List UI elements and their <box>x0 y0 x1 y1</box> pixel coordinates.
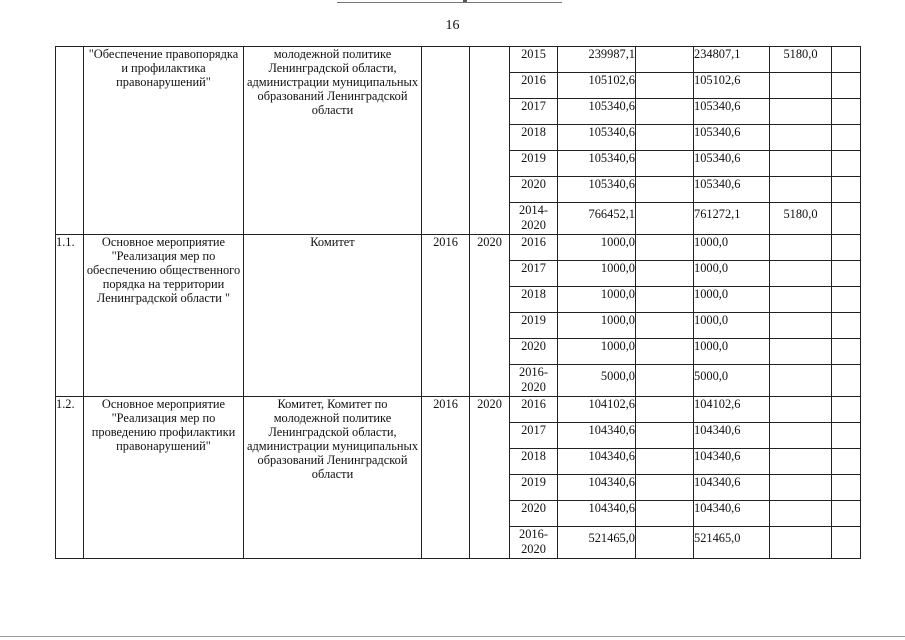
fiscal-year: 2019 <box>510 313 558 339</box>
other-amount <box>832 177 861 203</box>
table-row <box>56 397 861 423</box>
item-name: "Обеспечение правопорядка и профилактика правонарушений" <box>84 47 244 235</box>
total-amount: 104340,6 <box>558 423 636 449</box>
item-number: 1.1. <box>56 235 84 397</box>
fiscal-year: 2020 <box>510 339 558 365</box>
other-amount <box>832 261 861 287</box>
end-year: 2020 <box>470 235 510 397</box>
start-year: 2016 <box>422 397 470 559</box>
item-number <box>56 47 84 235</box>
local-amount <box>770 235 832 261</box>
federal-amount <box>636 527 694 559</box>
total-amount: 104340,6 <box>558 449 636 475</box>
total-amount: 104102,6 <box>558 397 636 423</box>
page-number: 16 <box>445 18 460 33</box>
total-amount: 105340,6 <box>558 99 636 125</box>
other-amount <box>832 99 861 125</box>
local-amount <box>770 177 832 203</box>
total-amount: 1000,0 <box>558 287 636 313</box>
federal-amount <box>636 339 694 365</box>
table-row <box>56 47 861 73</box>
funding-table <box>55 46 861 559</box>
other-amount <box>832 339 861 365</box>
regional-amount: 105340,6 <box>694 151 770 177</box>
federal-amount <box>636 287 694 313</box>
federal-amount <box>636 151 694 177</box>
fiscal-year: 2017 <box>510 261 558 287</box>
item-executor: Комитет <box>244 235 422 397</box>
local-amount: 5180,0 <box>770 203 832 235</box>
scan-bottom-edge <box>0 636 905 637</box>
fiscal-year: 2017 <box>510 423 558 449</box>
local-amount <box>770 125 832 151</box>
federal-amount <box>636 125 694 151</box>
other-amount <box>832 151 861 177</box>
total-amount: 105340,6 <box>558 125 636 151</box>
item-name: Основное мероприятие "Реализация мер по обеспечению общественного порядка на территории Ленинградской области " <box>84 235 244 397</box>
local-amount <box>770 287 832 313</box>
federal-amount <box>636 203 694 235</box>
regional-amount: 105340,6 <box>694 99 770 125</box>
local-amount <box>770 99 832 125</box>
local-amount <box>770 151 832 177</box>
federal-amount <box>636 313 694 339</box>
regional-amount: 104102,6 <box>694 397 770 423</box>
federal-amount <box>636 475 694 501</box>
fiscal-year: 2018 <box>510 287 558 313</box>
regional-amount: 1000,0 <box>694 339 770 365</box>
fiscal-year-range: 2016-​2020 <box>519 365 548 394</box>
total-amount: 5000,0 <box>558 365 636 397</box>
regional-amount: 104340,6 <box>694 475 770 501</box>
other-amount <box>832 125 861 151</box>
federal-amount <box>636 365 694 397</box>
other-amount <box>832 449 861 475</box>
fiscal-year <box>510 527 558 559</box>
fiscal-year-range: 2016-​2020 <box>519 527 548 556</box>
regional-amount: 105340,6 <box>694 177 770 203</box>
fiscal-year: 2018 <box>510 125 558 151</box>
other-amount <box>832 527 861 559</box>
regional-amount: 105340,6 <box>694 125 770 151</box>
fiscal-year-range: 2014-​2020 <box>519 203 548 232</box>
other-amount <box>832 475 861 501</box>
federal-amount <box>636 99 694 125</box>
start-year <box>422 47 470 235</box>
scan-mark <box>463 0 467 2</box>
end-year <box>470 47 510 235</box>
fiscal-year: 2017 <box>510 99 558 125</box>
local-amount <box>770 73 832 99</box>
local-amount <box>770 475 832 501</box>
local-amount <box>770 313 832 339</box>
total-amount: 1000,0 <box>558 313 636 339</box>
other-amount <box>832 313 861 339</box>
regional-amount: 105102,6 <box>694 73 770 99</box>
regional-amount: 104340,6 <box>694 423 770 449</box>
local-amount <box>770 527 832 559</box>
fiscal-year: 2015 <box>510 47 558 73</box>
other-amount <box>832 397 861 423</box>
local-amount <box>770 423 832 449</box>
total-amount: 105102,6 <box>558 73 636 99</box>
fiscal-year <box>510 203 558 235</box>
regional-amount: 1000,0 <box>694 287 770 313</box>
fiscal-year <box>510 365 558 397</box>
total-amount: 239987,1 <box>558 47 636 73</box>
fiscal-year: 2016 <box>510 73 558 99</box>
federal-amount <box>636 73 694 99</box>
total-amount: 1000,0 <box>558 235 636 261</box>
total-amount: 105340,6 <box>558 177 636 203</box>
local-amount <box>770 365 832 397</box>
other-amount <box>832 423 861 449</box>
fiscal-year: 2019 <box>510 151 558 177</box>
local-amount: 5180,0 <box>770 47 832 73</box>
federal-amount <box>636 501 694 527</box>
local-amount <box>770 501 832 527</box>
federal-amount <box>636 261 694 287</box>
other-amount <box>832 47 861 73</box>
other-amount <box>832 73 861 99</box>
fiscal-year: 2020 <box>510 501 558 527</box>
other-amount <box>832 235 861 261</box>
total-amount: 1000,0 <box>558 261 636 287</box>
other-amount <box>832 203 861 235</box>
federal-amount <box>636 449 694 475</box>
total-amount: 1000,0 <box>558 339 636 365</box>
other-amount <box>832 365 861 397</box>
local-amount <box>770 339 832 365</box>
regional-amount: 1000,0 <box>694 235 770 261</box>
end-year: 2020 <box>470 397 510 559</box>
regional-amount: 104340,6 <box>694 501 770 527</box>
fiscal-year: 2019 <box>510 475 558 501</box>
total-amount: 105340,6 <box>558 151 636 177</box>
regional-amount: 1000,0 <box>694 261 770 287</box>
regional-amount: 761272,1 <box>694 203 770 235</box>
scan-top-edge <box>337 2 562 3</box>
regional-amount: 104340,6 <box>694 449 770 475</box>
regional-amount: 521465,0 <box>694 527 770 559</box>
table-row <box>56 235 861 261</box>
item-executor: Комитет, Комитет по молодежной политике Ленинградской области, администрации муниципальных образований Ленинградской области <box>244 397 422 559</box>
regional-amount: 5000,0 <box>694 365 770 397</box>
start-year: 2016 <box>422 235 470 397</box>
item-number: 1.2. <box>56 397 84 559</box>
fiscal-year: 2016 <box>510 235 558 261</box>
federal-amount <box>636 423 694 449</box>
other-amount <box>832 287 861 313</box>
total-amount: 521465,0 <box>558 527 636 559</box>
fiscal-year: 2018 <box>510 449 558 475</box>
federal-amount <box>636 235 694 261</box>
local-amount <box>770 261 832 287</box>
regional-amount: 1000,0 <box>694 313 770 339</box>
total-amount: 766452,1 <box>558 203 636 235</box>
federal-amount <box>636 177 694 203</box>
local-amount <box>770 397 832 423</box>
local-amount <box>770 449 832 475</box>
federal-amount <box>636 47 694 73</box>
item-name: Основное мероприятие "Реализация мер по проведению профилактики правонарушений" <box>84 397 244 559</box>
total-amount: 104340,6 <box>558 475 636 501</box>
regional-amount: 234807,1 <box>694 47 770 73</box>
item-executor: молодежной политике Ленинградской области, администрации муниципальных образований Ленинградской области <box>244 47 422 235</box>
federal-amount <box>636 397 694 423</box>
other-amount <box>832 501 861 527</box>
fiscal-year: 2016 <box>510 397 558 423</box>
total-amount: 104340,6 <box>558 501 636 527</box>
fiscal-year: 2020 <box>510 177 558 203</box>
